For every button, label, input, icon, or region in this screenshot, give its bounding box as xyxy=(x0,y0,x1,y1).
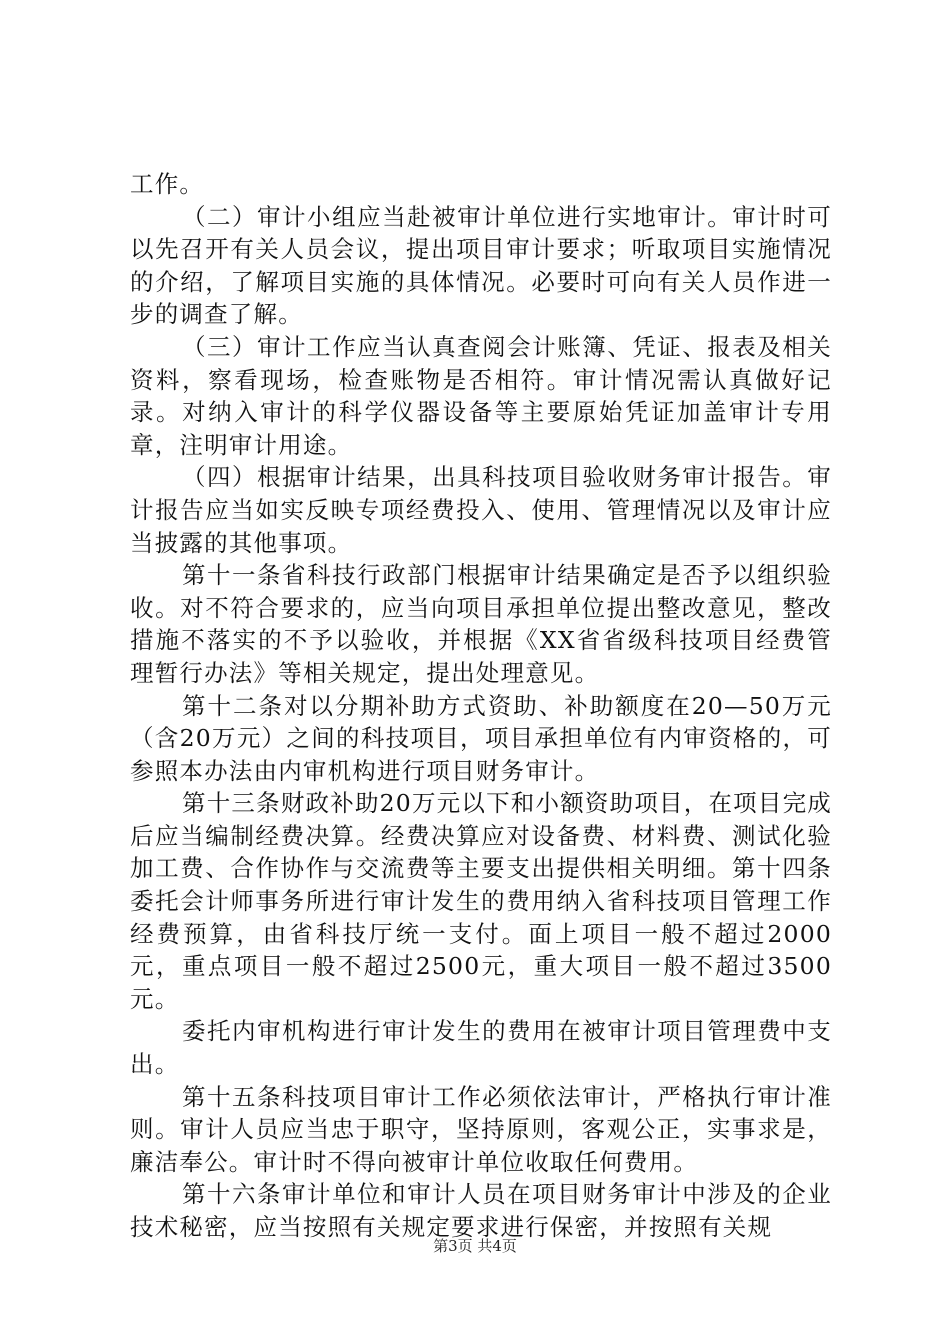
paragraph-article-13-14: 第十三条财政补助20万元以下和小额资助项目，在项目完成后应当编制经费决算。经费决算应对设备费、材料费、测试化验加工费、合作协作与交流费等主要支出提供相关明细。第十四条委托会计师事务所进行审计发生的费用纳入省科技项目管理工作经费预算，由省科技厅统一支付。面上项目一般不超过2000元，重点项目一般不超过2500元，重大项目一般不超过3500元。 xyxy=(130,789,832,1013)
page-number-footer: 第3页 共4页 xyxy=(433,1237,517,1255)
paragraph-item-2: （二）审计小组应当赴被审计单位进行实地审计。审计时可以先召开有关人员会议，提出项目审计要求；听取项目实施情况的介绍，了解项目实施的具体情况。必要时可向有关人员作进一步的调查了解。 xyxy=(130,202,832,329)
paragraph-article-12: 第十二条对以分期补助方式资助、补助额度在20—50万元（含20万元）之间的科技项目，项目承担单位有内审资格的，可参照本办法由内审机构进行项目财务审计。 xyxy=(130,691,832,785)
paragraph-article-15: 第十五条科技项目审计工作必须依法审计，严格执行审计准则。审计人员应当忠于职守，坚持原则，客观公正，实事求是，廉洁奉公。审计时不得向被审计单位收取任何费用。 xyxy=(130,1082,832,1176)
paragraph-item-3: （三）审计工作应当认真查阅会计账簿、凭证、报表及相关资料，察看现场，检查账物是否相符。审计情况需认真做好记录。对纳入审计的科学仪器设备等主要原始凭证加盖审计专用章，注明审计用途。 xyxy=(130,332,832,459)
document-body xyxy=(130,168,832,1244)
paragraph-item-4: （四）根据审计结果，出具科技项目验收财务审计报告。审计报告应当如实反映专项经费投入、使用、管理情况以及审计应当披露的其他事项。 xyxy=(130,463,832,557)
paragraph-continuation: 工作。 xyxy=(130,170,205,198)
paragraph-internal-audit-fee: 委托内审机构进行审计发生的费用在被审计项目管理费中支出。 xyxy=(130,1017,832,1079)
paragraph-article-16: 第十六条审计单位和审计人员在项目财务审计中涉及的企业技术秘密，应当按照有关规定要求进行保密，并按照有关规 xyxy=(130,1180,832,1241)
paragraph-article-11: 第十一条省科技行政部门根据审计结果确定是否予以组织验收。对不符合要求的，应当向项目承担单位提出整改意见，整改措施不落实的不予以验收，并根据《XX省省级科技项目经费管理暂行办法》等相关规定，提出处理意见。 xyxy=(130,561,832,687)
